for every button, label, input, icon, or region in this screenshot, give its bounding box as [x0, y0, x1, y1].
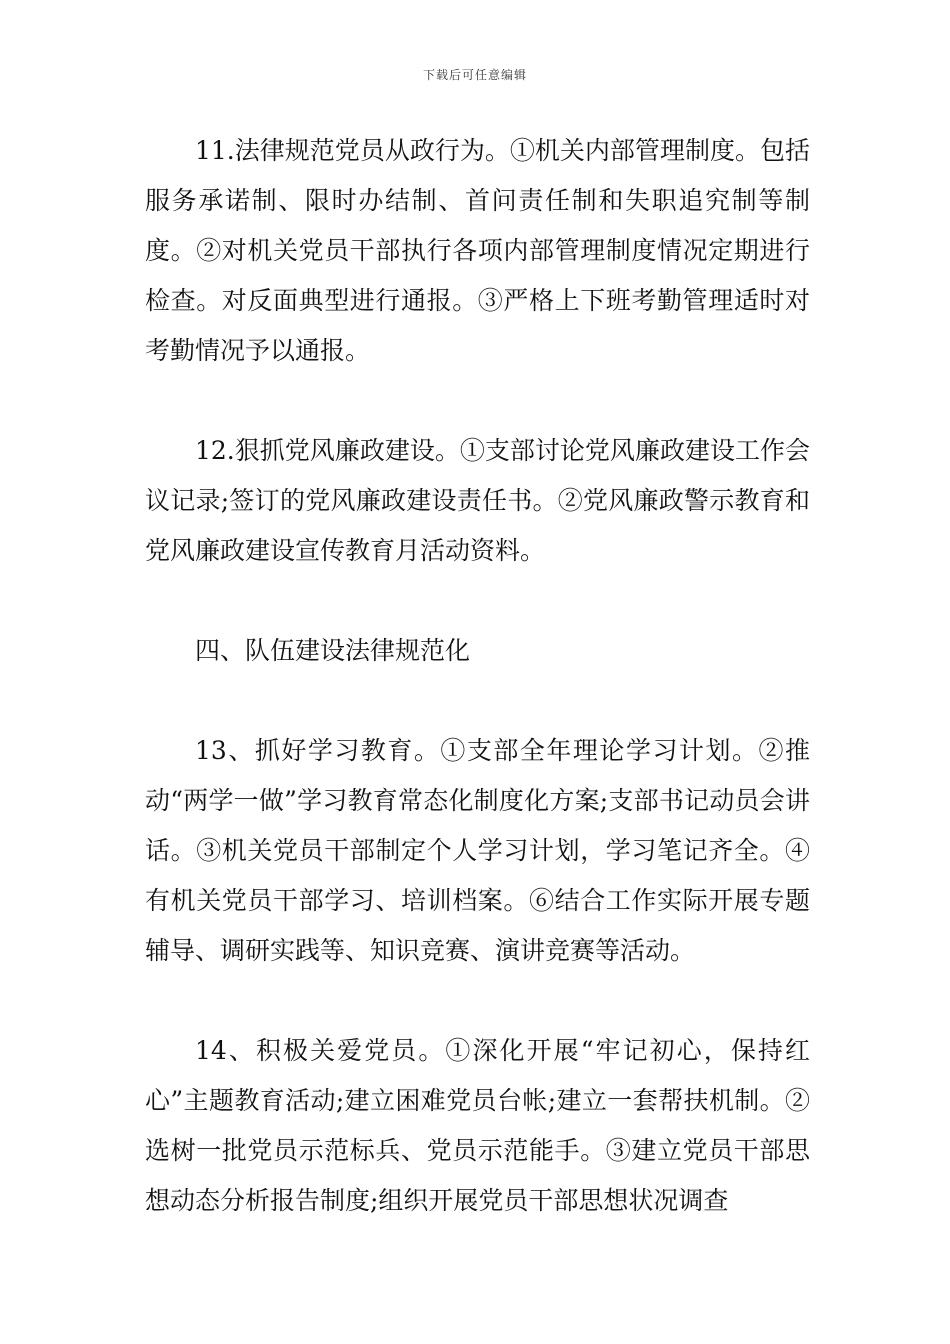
- section-heading-team-building: 四、队伍建设法律规范化: [195, 636, 471, 665]
- paragraph-11-legal-conduct: 11.法律规范党员从政行为。①机关内部管理制度。包括服务承诺制、限时办结制、首问责任制和失职追究制等制度。②对机关党员干部执行各项内部管理制度情况定期进行检查。对反面典型进行通报。③严格上下班考勤管理适时对考勤情况予以通报。: [145, 136, 810, 365]
- paragraph-12-party-integrity: 12.狠抓党风廉政建设。①支部讨论党风廉政建设工作会议记录;签订的党风廉政建设责任书。②党风廉政警示教育和党风廉政建设宣传教育月活动资料。: [145, 436, 810, 565]
- page-header: 下载后可任意编辑: [422, 68, 527, 82]
- paragraph-13-study-education: 13、抓好学习教育。①支部全年理论学习计划。②推动“两学一做”学习教育常态化制度化方案;支部书记动员会讲话。③机关党员干部制定个人学习计划，学习笔记齐全。④有机关党员干部学习、培训档案。⑥结合工作实际开展专题辅导、调研实践等、知识竞赛、演讲竞赛等活动。: [145, 736, 810, 965]
- paragraph-14-member-care: 14、积极关爱党员。①深化开展“牢记初心，保持红心”主题教育活动;建立困难党员台帐;建立一套帮扶机制。②选树一批党员示范标兵、党员示范能手。③建立党员干部思想动态分析报告制度;组织开展党员干部思想状况调查: [145, 1036, 810, 1215]
- document-body: [145, 126, 810, 1226]
